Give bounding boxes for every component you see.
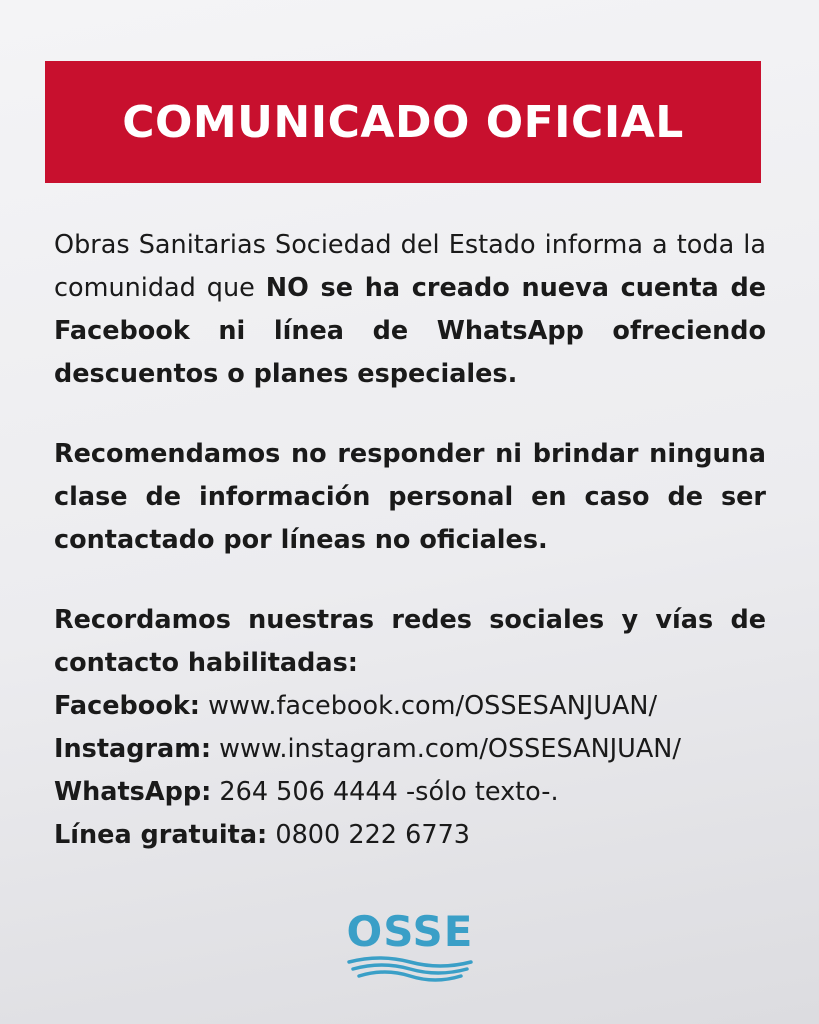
contact-instagram (54, 728, 766, 771)
announcement-emphasis: NO se ha creado nueva cuenta de Facebook ni línea de WhatsApp ofreciendo descuentos o planes especiales. (54, 273, 766, 389)
contact-label: Instagram: (54, 734, 212, 764)
paragraph-contacts-intro: Recordamos nuestras redes sociales y vías de contacto habilitadas: (54, 605, 766, 678)
notice-body (54, 224, 766, 857)
contact-whatsapp (54, 771, 766, 814)
banner-title: COMUNICADO OFICIAL (122, 96, 684, 148)
official-notice-banner (45, 61, 761, 183)
contact-label: Línea gratuita: (54, 820, 268, 850)
contact-value: 0800 222 6773 (267, 820, 471, 850)
contact-free-line (54, 814, 766, 857)
paragraph-recommendation: Recomendamos no responder ni brindar ninguna clase de información personal en caso de ser contactado por líneas no oficiales. (54, 439, 766, 555)
contact-facebook (54, 685, 766, 728)
logo-text: OSSE (346, 907, 474, 956)
contact-value: www.facebook.com/OSSESANJUAN/ (200, 691, 658, 721)
announcement-intro: Obras Sanitarias Sociedad del Estado informa a toda la comunidad que (54, 230, 766, 303)
water-waves-icon (345, 956, 475, 982)
contact-list (54, 685, 766, 857)
contact-label: Facebook: (54, 691, 200, 721)
paragraph-announcement (54, 224, 766, 396)
contact-value: 264 506 4444 -sólo texto-. (211, 777, 559, 807)
contact-value: www.instagram.com/OSSESANJUAN/ (211, 734, 681, 764)
osse-logo (340, 908, 480, 984)
contact-label: WhatsApp: (54, 777, 212, 807)
